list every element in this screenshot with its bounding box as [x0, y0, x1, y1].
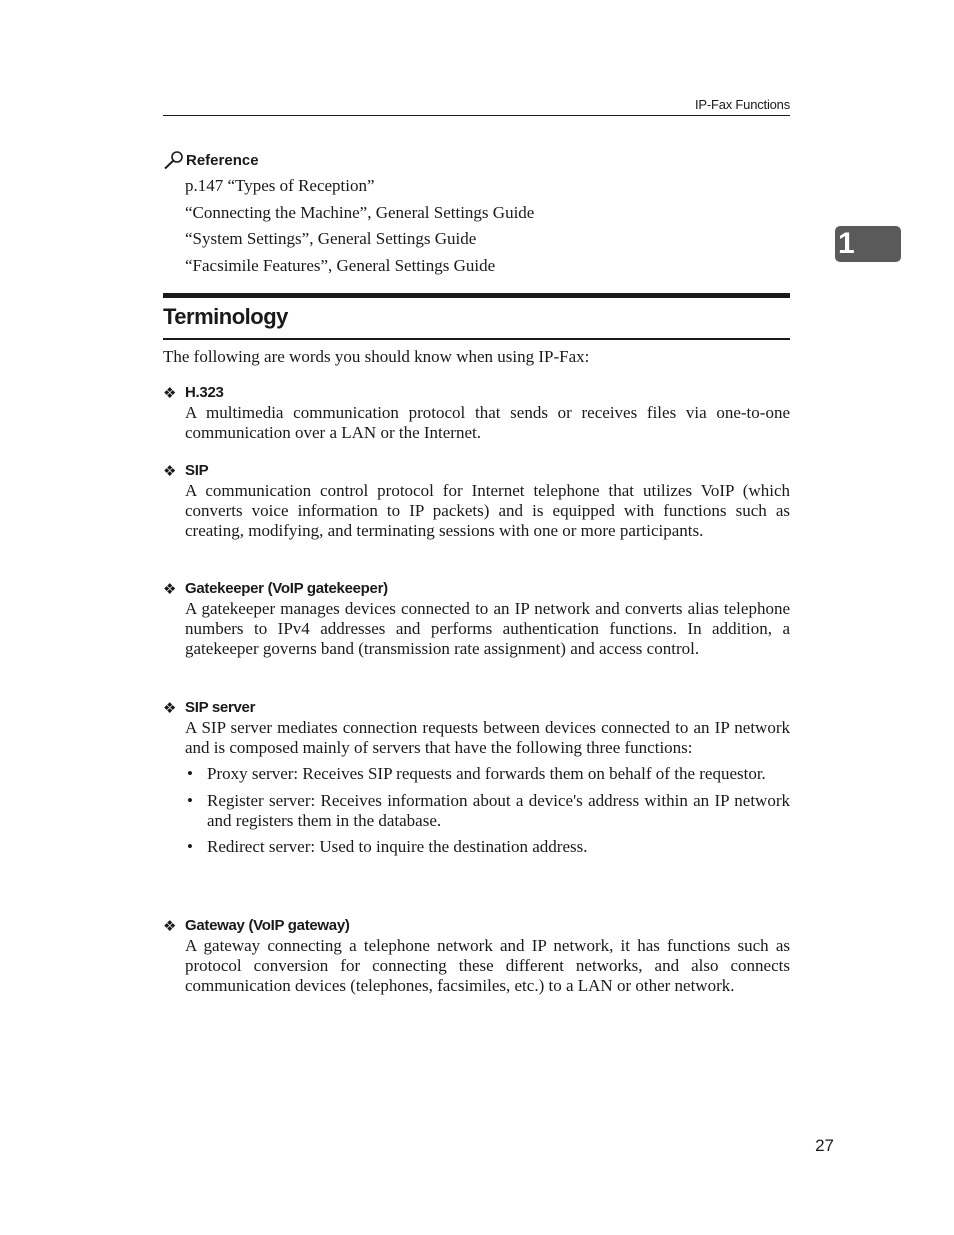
term-title: Gateway (VoIP gateway) — [185, 917, 350, 934]
term-h323 — [163, 383, 790, 443]
reference-item: p.147 “Types of Reception” — [185, 176, 375, 195]
section-rule-top — [163, 293, 790, 298]
reference-label: Reference — [186, 152, 259, 169]
term-description: A SIP server mediates connection requests between devices connected to an IP network and is composed mainly of servers that have the following three functions: — [185, 718, 790, 758]
term-description: A gatekeeper manages devices connected to an IP network and converts alias telephone numbers to IPv4 addresses and performs authentication functions. In addition, a gatekeeper governs band (transmission rate assignment) and access control. — [185, 599, 790, 659]
diamond-marker-icon: ❖ — [163, 384, 177, 402]
bullet-icon: • — [187, 764, 193, 784]
bullet-item — [185, 764, 790, 784]
reference-item: “System Settings”, General Settings Guide — [185, 229, 477, 249]
term-description: A communication control protocol for Internet telephone that utilizes VoIP (which converts voice information to IP packets) and is equipped with functions such as creating, modifying, and terminating sessions with one or more participants. — [185, 481, 790, 541]
reference-title — [163, 148, 790, 170]
bullet-icon: • — [187, 790, 193, 810]
chapter-tab: 1 — [835, 226, 901, 262]
term-heading — [163, 916, 790, 936]
bullet-text: Proxy server: Receives SIP requests and forwards them on behalf of the requestor. — [207, 764, 766, 784]
term-heading — [163, 698, 790, 718]
bullet-icon: • — [187, 837, 193, 857]
bullet-list — [185, 764, 790, 857]
bullet-text: Redirect server: Used to inquire the destination address. — [207, 837, 588, 857]
term-gatekeeper — [163, 579, 790, 660]
term-title: H.323 — [185, 384, 224, 401]
bullet-item — [185, 837, 790, 857]
term-heading — [163, 383, 790, 403]
term-title: SIP server — [185, 699, 256, 716]
term-heading — [163, 461, 790, 481]
section-intro: The following are words you should know when using IP-Fax: — [163, 347, 590, 366]
reference-block — [163, 148, 790, 279]
section-rule-bottom — [163, 338, 790, 340]
running-header: IP-Fax Functions — [694, 97, 790, 112]
diamond-marker-icon: ❖ — [163, 462, 177, 480]
term-title: Gatekeeper (VoIP gatekeeper) — [185, 580, 388, 597]
term-gateway — [163, 916, 790, 997]
diamond-marker-icon: ❖ — [163, 917, 177, 935]
magnifier-icon — [163, 150, 185, 170]
reference-item: “Facsimile Features”, General Settings Guide — [185, 255, 496, 275]
page-number: 27 — [815, 1136, 834, 1155]
reference-list — [185, 173, 790, 279]
term-description: A gateway connecting a telephone network and IP network, it has functions such as protocol conversion for connecting these different networks, and also connects communication devices (telephones, facsimiles, etc.) to a LAN or other network. — [185, 936, 790, 996]
term-sip — [163, 461, 790, 542]
term-sip-server — [163, 698, 790, 863]
bullet-text: Register server: Receives information about a device's address within an IP network and registers them in the database. — [207, 790, 790, 830]
header-rule — [163, 115, 790, 116]
reference-item: “Connecting the Machine”, General Settings Guide — [185, 202, 535, 222]
section-title: Terminology — [163, 304, 288, 329]
diamond-marker-icon: ❖ — [163, 580, 177, 598]
term-heading — [163, 579, 790, 599]
bullet-item — [185, 791, 790, 831]
term-description: A multimedia communication protocol that sends or receives files via one-to-one communication over a LAN or the Internet. — [185, 403, 790, 443]
diamond-marker-icon: ❖ — [163, 699, 177, 717]
term-title: SIP — [185, 462, 209, 479]
